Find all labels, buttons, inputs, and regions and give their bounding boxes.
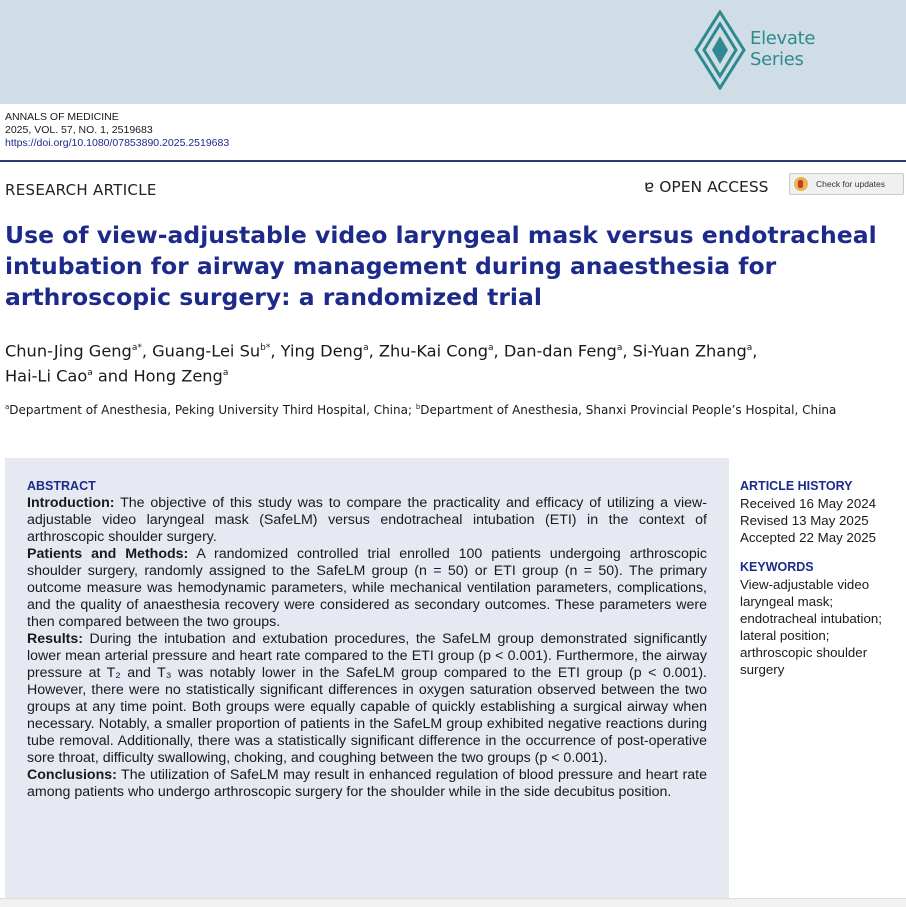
author-name: Hong Zeng	[133, 366, 223, 386]
author-name: Si-Yuan Zhang	[632, 341, 747, 361]
results-text: During the intubation and extubation procedures, the SafeLM group demonstrated significantly lower mean arterial pressure and heart rate compared to the ETI group (p < 0.001). Furthermore, the airway pressure at T₂ and T₃ was notably lower in the SafeLM group compared to the ETI group (p < 0.001). However, there were no statistically significant differences in oxygen saturation observed between the two groups at any time point. Both groups were equally capable of quickly establishing a surgical airway when necessary. Notably, a smaller proportion of patients in the SafeLM group exhibited negative reactions during tube removal. Additionally, there was a statistically significant difference in the occurrence of post-operative sore throat, difficulty swallowing, choking, and coughing between the two groups (p < 0.001).	[27, 631, 707, 766]
doi-link[interactable]: https://doi.org/10.1080/07853890.2025.2519683	[5, 137, 230, 149]
keyword-item: arthroscopic shoulder surgery	[740, 645, 868, 677]
journal-name: ANNALS OF MEDICINE	[5, 111, 119, 123]
author-separator: ,	[270, 341, 281, 361]
author-separator: ,	[752, 341, 758, 361]
author-name: Zhu-Kai Cong	[378, 341, 488, 361]
citation-meta	[5, 111, 229, 150]
keyword-item: View-adjustable video laryngeal mask;	[740, 577, 870, 609]
brand-name	[750, 28, 815, 70]
open-access-badge	[644, 177, 769, 197]
abstract	[27, 478, 707, 801]
abstract-introduction	[27, 495, 707, 546]
author-affiliation-marker: a	[363, 343, 369, 353]
author-name: Dan-dan Feng	[503, 341, 617, 361]
check-for-updates-button[interactable]	[789, 173, 904, 195]
brand-line-1: Elevate	[750, 28, 816, 49]
author-name: Guang-Lei Su	[152, 341, 261, 361]
open-lock-icon: ɐ	[644, 177, 655, 197]
brand-line-2: Series	[750, 49, 804, 70]
author-name: Chun-Jing Geng	[5, 341, 132, 361]
article-type: RESEARCH ARTICLE	[5, 181, 157, 199]
affiliations	[5, 398, 895, 419]
author-separator: ,	[622, 341, 633, 361]
affil-b-text: Department of Anesthesia, Shanxi Provincial People’s Hospital, China	[420, 403, 837, 417]
author-affiliation-marker: a	[488, 343, 494, 353]
author-affiliation-marker: a	[616, 343, 623, 353]
affil-a-text: Department of Anesthesia, Peking University Third Hospital, China;	[9, 403, 416, 417]
article-title: Use of view-adjustable video laryngeal mask versus endotracheal intubation for airway management during anaesthesia for arthroscopic surgery: a randomized trial	[5, 221, 877, 311]
results-label: Results:	[27, 631, 83, 647]
revised-date: Revised 13 May 2025	[740, 513, 869, 528]
open-access-label: OPEN ACCESS	[659, 178, 769, 196]
author-separator: ,	[368, 341, 379, 361]
check-for-updates-label: Check for updates	[816, 179, 885, 189]
conclusions-text: The utilization of SafeLM may result in enhanced regulation of blood pressure and heart rate among patients who undergo arthroscopic surgery for the shoulder while in the side decubitus position.	[27, 767, 707, 800]
intro-label: Introduction:	[27, 495, 115, 511]
author-name: Ying Deng	[280, 341, 364, 361]
volume-info: 2025, VOL. 57, NO. 1, 2519683	[5, 124, 153, 136]
intro-text: The objective of this study was to compare the practicality and efficacy of utilizing a view-adjustable video laryngeal mask (SafeLM) versus endotracheal intubation (ETI) in the context of arthroscopic shoulder surgery.	[27, 495, 707, 545]
author-list	[5, 337, 895, 388]
author-separator: and	[92, 366, 134, 386]
author-separator: ,	[141, 341, 153, 361]
crossmark-icon	[794, 177, 808, 191]
author-affiliation-marker: a	[222, 368, 229, 379]
methods-text: A randomized controlled trial enrolled 100 patients undergoing arthroscopic shoulder surgery, randomly assigned to the SafeLM group (n = 50) or ETI group (n = 50). The primary outcome measure was hemodynamic parameters, while mechanical ventilation parameters, complications, and the quality of anaesthesia recovery were considered as secondary outcomes. These parameters were then compared between the two groups.	[27, 546, 707, 630]
history-heading: ARTICLE HISTORY	[740, 479, 853, 493]
keywords-heading: KEYWORDS	[740, 560, 814, 574]
affil-a-marker: a	[5, 403, 10, 411]
article-sidebar	[740, 478, 900, 678]
abstract-methods	[27, 546, 707, 631]
conclusions-label: Conclusions:	[27, 767, 117, 783]
author-affiliation-marker: a	[746, 343, 753, 353]
keyword-item: lateral position;	[740, 628, 830, 643]
author-name: Hai-Li Cao	[5, 366, 88, 386]
author-affiliation-marker: a*	[131, 343, 142, 353]
keyword-item: endotracheal intubation;	[740, 611, 882, 626]
header-divider	[0, 160, 906, 162]
accepted-date: Accepted 22 May 2025	[740, 530, 877, 545]
author-affiliation-marker: a	[87, 368, 93, 379]
author-affiliation-marker: b*	[260, 343, 271, 353]
affil-b-marker: b	[415, 403, 421, 411]
received-date: Received 16 May 2024	[740, 496, 877, 511]
methods-label: Patients and Methods:	[27, 546, 189, 562]
abstract-results	[27, 631, 707, 767]
abstract-conclusions	[27, 767, 707, 801]
author-separator: ,	[493, 341, 504, 361]
abstract-heading: ABSTRACT	[27, 479, 96, 493]
